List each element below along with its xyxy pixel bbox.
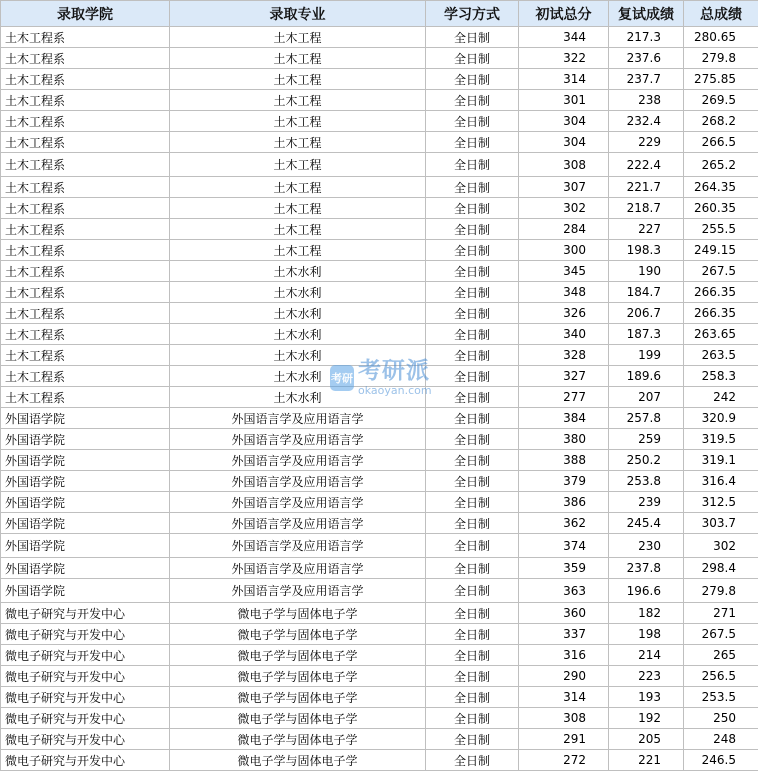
table-row [1,471,758,492]
cell-retest-score: 218.7 [609,198,684,219]
cell-major: 微电子学与固体电子学 [170,645,426,666]
cell-retest-score: 239 [609,492,684,513]
table-row [1,645,758,666]
table-row [1,558,758,579]
cell-major: 微电子学与固体电子学 [170,687,426,708]
cell-study-mode: 全日制 [426,111,519,132]
cell-college: 微电子研究与开发中心 [1,645,170,666]
cell-major: 微电子学与固体电子学 [170,729,426,750]
cell-study-mode: 全日制 [426,729,519,750]
cell-total-score: 258.3 [684,366,758,387]
table-row [1,261,758,282]
header-major: 录取专业 [170,1,426,27]
cell-retest-score: 198 [609,624,684,645]
cell-major: 外国语言学及应用语言学 [170,450,426,471]
cell-total-score: 260.35 [684,198,758,219]
cell-total-score: 263.5 [684,345,758,366]
cell-study-mode: 全日制 [426,153,519,177]
cell-initial-score: 314 [519,687,609,708]
cell-retest-score: 230 [609,534,684,558]
cell-college: 微电子研究与开发中心 [1,624,170,645]
table-row [1,687,758,708]
cell-study-mode: 全日制 [426,750,519,771]
cell-total-score: 255.5 [684,219,758,240]
cell-initial-score: 322 [519,48,609,69]
cell-initial-score: 272 [519,750,609,771]
cell-college: 外国语学院 [1,558,170,579]
cell-total-score: 253.5 [684,687,758,708]
cell-study-mode: 全日制 [426,513,519,534]
cell-initial-score: 284 [519,219,609,240]
cell-study-mode: 全日制 [426,579,519,603]
cell-college: 微电子研究与开发中心 [1,750,170,771]
cell-retest-score: 214 [609,645,684,666]
cell-major: 土木工程 [170,27,426,48]
cell-study-mode: 全日制 [426,69,519,90]
cell-study-mode: 全日制 [426,666,519,687]
table-row [1,27,758,48]
cell-initial-score: 308 [519,153,609,177]
cell-total-score: 250 [684,708,758,729]
watermark-name: 考研派 [358,358,430,384]
cell-retest-score: 237.7 [609,69,684,90]
cell-major: 土木水利 [170,282,426,303]
cell-major: 土木工程 [170,177,426,198]
cell-college: 外国语学院 [1,492,170,513]
cell-college: 土木工程系 [1,90,170,111]
cell-retest-score: 237.8 [609,558,684,579]
cell-study-mode: 全日制 [426,450,519,471]
cell-major: 土木工程 [170,69,426,90]
cell-total-score: 248 [684,729,758,750]
cell-retest-score: 250.2 [609,450,684,471]
cell-retest-score: 207 [609,387,684,408]
cell-college: 外国语学院 [1,534,170,558]
table-row [1,303,758,324]
table-row [1,132,758,153]
cell-study-mode: 全日制 [426,27,519,48]
cell-major: 土木工程 [170,240,426,261]
cell-initial-score: 304 [519,111,609,132]
table-row [1,492,758,513]
cell-college: 土木工程系 [1,27,170,48]
cell-major: 土木工程 [170,198,426,219]
cell-study-mode: 全日制 [426,90,519,111]
cell-total-score: 303.7 [684,513,758,534]
cell-initial-score: 308 [519,708,609,729]
cell-initial-score: 290 [519,666,609,687]
cell-total-score: 269.5 [684,90,758,111]
table-row [1,198,758,219]
cell-total-score: 271 [684,603,758,624]
cell-initial-score: 344 [519,27,609,48]
cell-study-mode: 全日制 [426,198,519,219]
cell-retest-score: 184.7 [609,282,684,303]
cell-total-score: 266.35 [684,282,758,303]
cell-study-mode: 全日制 [426,387,519,408]
cell-college: 外国语学院 [1,450,170,471]
cell-total-score: 316.4 [684,471,758,492]
table-row [1,708,758,729]
cell-retest-score: 238 [609,90,684,111]
cell-study-mode: 全日制 [426,48,519,69]
cell-initial-score: 304 [519,132,609,153]
cell-study-mode: 全日制 [426,240,519,261]
cell-initial-score: 326 [519,303,609,324]
cell-total-score: 320.9 [684,408,758,429]
table-row [1,750,758,771]
cell-college: 土木工程系 [1,153,170,177]
cell-total-score: 266.35 [684,303,758,324]
cell-study-mode: 全日制 [426,132,519,153]
cell-college: 土木工程系 [1,132,170,153]
cell-initial-score: 277 [519,387,609,408]
cell-initial-score: 380 [519,429,609,450]
cell-initial-score: 327 [519,366,609,387]
cell-retest-score: 222.4 [609,153,684,177]
cell-college: 外国语学院 [1,579,170,603]
table-row [1,177,758,198]
cell-initial-score: 379 [519,471,609,492]
cell-major: 土木水利 [170,261,426,282]
cell-retest-score: 187.3 [609,324,684,345]
cell-study-mode: 全日制 [426,345,519,366]
cell-initial-score: 388 [519,450,609,471]
cell-retest-score: 199 [609,345,684,366]
cell-major: 外国语言学及应用语言学 [170,492,426,513]
cell-total-score: 265 [684,645,758,666]
cell-college: 微电子研究与开发中心 [1,603,170,624]
cell-retest-score: 253.8 [609,471,684,492]
cell-college: 微电子研究与开发中心 [1,708,170,729]
cell-college: 土木工程系 [1,366,170,387]
cell-total-score: 319.1 [684,450,758,471]
cell-initial-score: 348 [519,282,609,303]
cell-study-mode: 全日制 [426,324,519,345]
cell-initial-score: 314 [519,69,609,90]
cell-study-mode: 全日制 [426,366,519,387]
cell-college: 土木工程系 [1,345,170,366]
cell-study-mode: 全日制 [426,282,519,303]
cell-total-score: 256.5 [684,666,758,687]
cell-major: 土木水利 [170,303,426,324]
table-row [1,48,758,69]
cell-major: 微电子学与固体电子学 [170,666,426,687]
cell-total-score: 267.5 [684,624,758,645]
cell-study-mode: 全日制 [426,303,519,324]
cell-total-score: 280.65 [684,27,758,48]
cell-retest-score: 192 [609,708,684,729]
cell-major: 土木水利 [170,345,426,366]
header-initial-score: 初试总分 [519,1,609,27]
cell-total-score: 249.15 [684,240,758,261]
header-total-score: 总成绩 [684,1,758,27]
cell-college: 土木工程系 [1,282,170,303]
cell-initial-score: 363 [519,579,609,603]
cell-retest-score: 257.8 [609,408,684,429]
cell-initial-score: 328 [519,345,609,366]
table-row [1,282,758,303]
cell-college: 土木工程系 [1,177,170,198]
cell-retest-score: 189.6 [609,366,684,387]
cell-college: 微电子研究与开发中心 [1,687,170,708]
cell-retest-score: 237.6 [609,48,684,69]
cell-study-mode: 全日制 [426,645,519,666]
cell-total-score: 263.65 [684,324,758,345]
cell-retest-score: 259 [609,429,684,450]
cell-retest-score: 190 [609,261,684,282]
cell-retest-score: 229 [609,132,684,153]
table-row [1,240,758,261]
cell-college: 外国语学院 [1,471,170,492]
cell-study-mode: 全日制 [426,261,519,282]
watermark-logo: 考研 [330,365,354,391]
cell-major: 土木工程 [170,132,426,153]
table-row [1,534,758,558]
cell-college: 土木工程系 [1,198,170,219]
cell-total-score: 246.5 [684,750,758,771]
cell-college: 土木工程系 [1,240,170,261]
cell-study-mode: 全日制 [426,534,519,558]
cell-total-score: 268.2 [684,111,758,132]
cell-initial-score: 316 [519,645,609,666]
cell-major: 外国语言学及应用语言学 [170,534,426,558]
cell-college: 微电子研究与开发中心 [1,729,170,750]
cell-initial-score: 340 [519,324,609,345]
cell-major: 微电子学与固体电子学 [170,624,426,645]
cell-initial-score: 291 [519,729,609,750]
cell-college: 外国语学院 [1,408,170,429]
cell-initial-score: 337 [519,624,609,645]
cell-college: 土木工程系 [1,387,170,408]
cell-initial-score: 300 [519,240,609,261]
cell-major: 微电子学与固体电子学 [170,750,426,771]
table-row [1,69,758,90]
cell-major: 土木水利 [170,366,426,387]
table-row [1,579,758,603]
cell-initial-score: 345 [519,261,609,282]
cell-retest-score: 198.3 [609,240,684,261]
cell-retest-score: 217.3 [609,27,684,48]
cell-retest-score: 221 [609,750,684,771]
table-row [1,345,758,366]
cell-major: 土木工程 [170,111,426,132]
cell-initial-score: 307 [519,177,609,198]
cell-retest-score: 196.6 [609,579,684,603]
cell-study-mode: 全日制 [426,471,519,492]
table-row [1,366,758,387]
table-row [1,90,758,111]
header-college: 录取学院 [1,1,170,27]
cell-total-score: 266.5 [684,132,758,153]
cell-major: 外国语言学及应用语言学 [170,513,426,534]
cell-major: 外国语言学及应用语言学 [170,429,426,450]
cell-study-mode: 全日制 [426,603,519,624]
table-row [1,408,758,429]
cell-college: 土木工程系 [1,324,170,345]
cell-initial-score: 362 [519,513,609,534]
cell-college: 微电子研究与开发中心 [1,666,170,687]
cell-study-mode: 全日制 [426,687,519,708]
cell-initial-score: 386 [519,492,609,513]
cell-study-mode: 全日制 [426,708,519,729]
cell-college: 土木工程系 [1,111,170,132]
cell-retest-score: 205 [609,729,684,750]
cell-total-score: 265.2 [684,153,758,177]
cell-study-mode: 全日制 [426,429,519,450]
cell-college: 土木工程系 [1,303,170,324]
cell-major: 外国语言学及应用语言学 [170,558,426,579]
header-study-mode: 学习方式 [426,1,519,27]
table-row [1,603,758,624]
table-row [1,624,758,645]
table-row [1,219,758,240]
cell-total-score: 275.85 [684,69,758,90]
watermark-url: okaoyan.com [358,384,432,397]
cell-total-score: 279.8 [684,48,758,69]
cell-total-score: 242 [684,387,758,408]
table-row [1,324,758,345]
cell-major: 土木工程 [170,219,426,240]
cell-college: 土木工程系 [1,69,170,90]
table-row [1,513,758,534]
cell-college: 土木工程系 [1,261,170,282]
table-body [1,27,758,771]
cell-retest-score: 223 [609,666,684,687]
cell-college: 土木工程系 [1,48,170,69]
cell-major: 土木工程 [170,153,426,177]
table-row [1,450,758,471]
cell-retest-score: 245.4 [609,513,684,534]
cell-total-score: 319.5 [684,429,758,450]
table-row [1,666,758,687]
cell-college: 土木工程系 [1,219,170,240]
cell-major: 微电子学与固体电子学 [170,603,426,624]
cell-major: 土木工程 [170,90,426,111]
cell-major: 外国语言学及应用语言学 [170,408,426,429]
cell-total-score: 279.8 [684,579,758,603]
cell-college: 外国语学院 [1,513,170,534]
table-row [1,153,758,177]
cell-total-score: 264.35 [684,177,758,198]
cell-total-score: 302 [684,534,758,558]
cell-retest-score: 206.7 [609,303,684,324]
cell-major: 外国语言学及应用语言学 [170,471,426,492]
cell-study-mode: 全日制 [426,624,519,645]
cell-study-mode: 全日制 [426,177,519,198]
header-retest-score: 复试成绩 [609,1,684,27]
cell-major: 土木工程 [170,48,426,69]
cell-initial-score: 302 [519,198,609,219]
cell-total-score: 312.5 [684,492,758,513]
table-row [1,387,758,408]
cell-study-mode: 全日制 [426,408,519,429]
cell-initial-score: 384 [519,408,609,429]
cell-study-mode: 全日制 [426,558,519,579]
table-row [1,729,758,750]
cell-major: 土木水利 [170,324,426,345]
cell-study-mode: 全日制 [426,219,519,240]
cell-initial-score: 374 [519,534,609,558]
cell-total-score: 298.4 [684,558,758,579]
cell-retest-score: 182 [609,603,684,624]
cell-initial-score: 359 [519,558,609,579]
cell-major: 外国语言学及应用语言学 [170,579,426,603]
cell-initial-score: 301 [519,90,609,111]
cell-retest-score: 221.7 [609,177,684,198]
cell-major: 土木水利 [170,387,426,408]
cell-major: 微电子学与固体电子学 [170,708,426,729]
cell-initial-score: 360 [519,603,609,624]
cell-retest-score: 227 [609,219,684,240]
cell-total-score: 267.5 [684,261,758,282]
table-row [1,111,758,132]
table-header-row [1,1,758,27]
cell-retest-score: 232.4 [609,111,684,132]
cell-study-mode: 全日制 [426,492,519,513]
table-row [1,429,758,450]
cell-retest-score: 193 [609,687,684,708]
cell-college: 外国语学院 [1,429,170,450]
